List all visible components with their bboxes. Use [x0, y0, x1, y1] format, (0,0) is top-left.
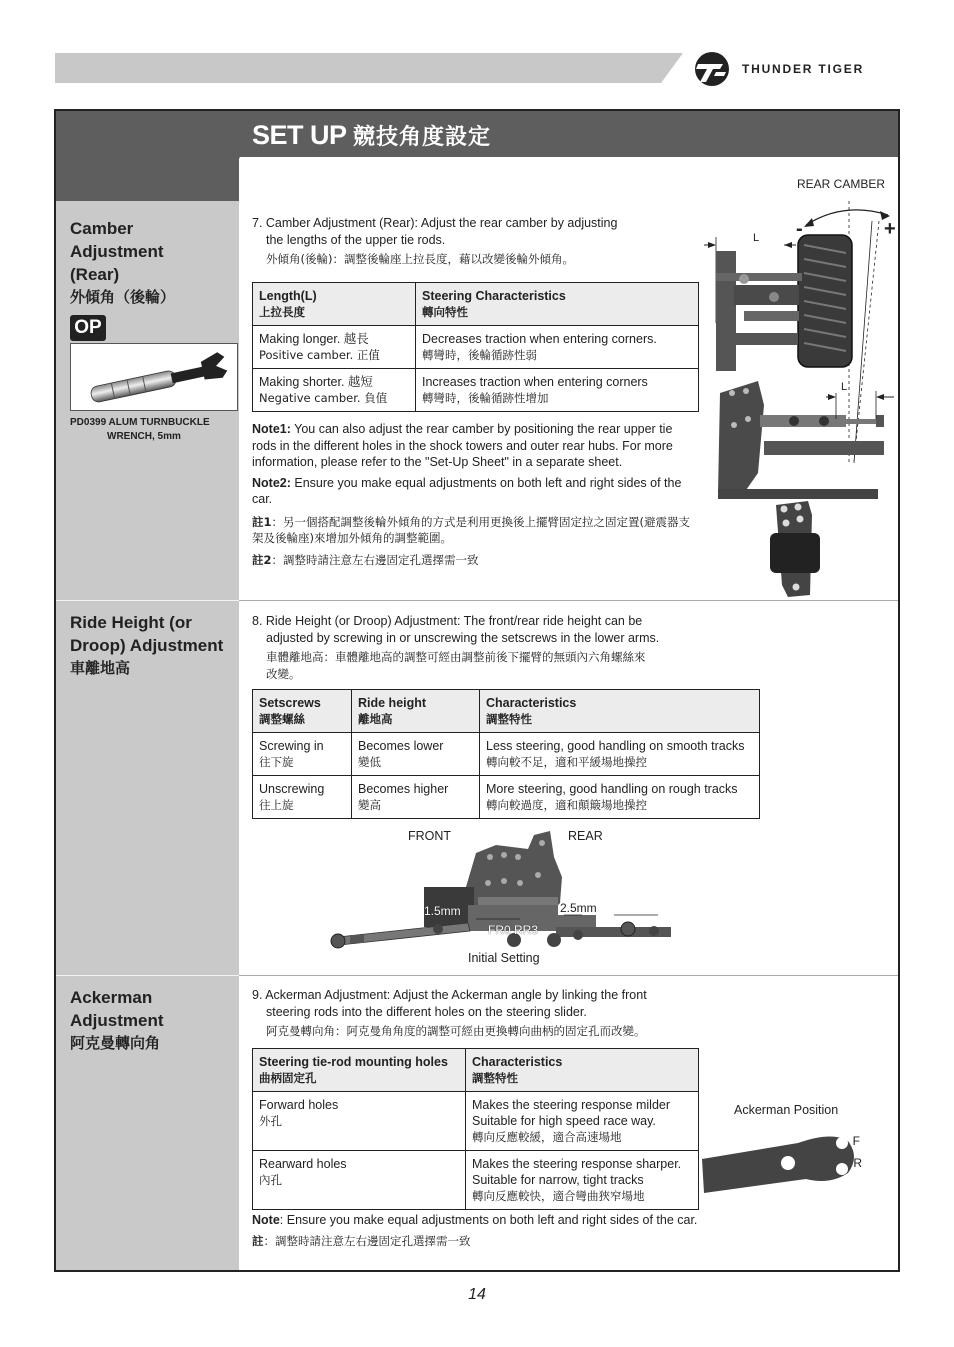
ride-heading-line: Ride Height (or	[70, 613, 192, 632]
ackerman-heading-zh: 阿克曼轉向角	[70, 1034, 161, 1052]
front-label: FRONT	[408, 829, 452, 843]
table-header: Characteristics 調整特性	[480, 690, 760, 733]
page-title	[252, 120, 491, 151]
table-row: Making shorter. 越短 Negative camber. 負值 Increases traction when entering corners 轉彎時，後輪循跡性增加	[253, 369, 699, 412]
header-band	[55, 53, 683, 83]
ackerman-slider-diagram	[702, 1123, 862, 1199]
step-text-zh: 外傾角(後輪)：調整後輪座上拉長度，藉以改變後輪外傾角。	[266, 252, 574, 266]
note2: Note2: Ensure you make equal adjustments on both left and right sides of the car.	[252, 475, 682, 506]
svg-text:+: +	[884, 218, 896, 240]
ride-height-table	[252, 689, 760, 819]
step-text: adjusted by screwing in or unscrewing the setscrews in the lower arms.	[266, 630, 660, 645]
svg-text:-: -	[796, 218, 803, 240]
step-text: steering rods into the different holes on the steering slider.	[266, 1004, 587, 1019]
turnbuckle-wrench-image	[70, 343, 238, 411]
brand-logo	[690, 50, 864, 88]
camber-notes	[252, 421, 700, 568]
table-header: Length(L) 上拉長度	[253, 283, 416, 326]
camber-step	[252, 215, 702, 268]
ride-height-heading	[70, 611, 223, 680]
step-text: the lengths of the upper tie rods.	[266, 232, 446, 247]
setscrew-codes-label: FR0 RR3	[488, 923, 539, 937]
page-number: 14	[468, 1286, 486, 1303]
step-text: 9. Ackerman Adjustment: Adjust the Ackerman angle by linking the front	[252, 988, 647, 1002]
thunder-tiger-logo-icon	[690, 51, 734, 87]
tool-caption-line: PD0399 ALUM TURNBUCKLE	[70, 417, 210, 428]
ackerman-notes	[252, 1212, 852, 1249]
note1: Note1: You can also adjust the rear camber by positioning the rear upper tie rods in the different holes in the shock towers and outer rear hubs. For more information, please refer to the "Set-Up Sheet" in a separate sheet.	[252, 422, 673, 469]
table-header: Steering tie-rod mounting holes 曲柄固定孔	[253, 1049, 466, 1092]
ride-step	[252, 613, 732, 682]
initial-setting-caption: Initial Setting	[468, 951, 540, 965]
setup-page-frame	[54, 109, 900, 1272]
camber-heading-line: (Rear)	[70, 265, 120, 284]
camber-l-mid-label: L	[841, 381, 848, 393]
rear-camber-diagram	[704, 193, 900, 603]
note2-zh: 註2：調整時請注意左右邊固定孔選擇需一致	[252, 552, 479, 567]
title-zh: 競技角度設定	[353, 125, 492, 150]
sidebar-divider	[56, 975, 239, 976]
rearward-hole-label: R	[853, 1156, 862, 1170]
table-header: Characteristics 調整特性	[466, 1049, 699, 1092]
section-divider	[239, 975, 900, 976]
table-row: Forward holes 外孔 Makes the steering response milder Suitable for high speed race way. 轉向反應較緩，適合高速場地	[253, 1092, 699, 1151]
ackerman-table	[252, 1048, 699, 1210]
camber-heading	[70, 217, 175, 309]
table-row: Rearward holes 內孔 Makes the steering response sharper. Suitable for narrow, tight tracks 轉向反應較快，適合彎曲狹窄場地	[253, 1151, 699, 1210]
ackerman-heading-line: Adjustment	[70, 1011, 164, 1030]
wrench-icon	[71, 344, 237, 410]
camber-l-top-label: L	[753, 232, 760, 244]
forward-hole-label: F	[852, 1134, 860, 1148]
op-badge: OP	[70, 315, 106, 341]
title-en: SET UP	[252, 120, 347, 150]
table-header: Steering Characteristics 轉向特性	[416, 283, 699, 326]
rear-label: REAR	[568, 829, 603, 843]
ride-heading-zh: 車離地高	[70, 659, 131, 677]
step-text-zh: 車體離地高：車體離地高的調整可經由調整前後下擺臂的無頭內六角螺絲來	[266, 650, 646, 664]
rear-camber-label: REAR CAMBER	[797, 177, 886, 191]
ackerman-step	[252, 987, 722, 1040]
ackerman-heading-line: Ackerman	[70, 988, 153, 1007]
camber-table	[252, 282, 699, 412]
step-text-zh: 阿克曼轉向角：阿克曼角角度的調整可經由更換轉向曲柄的固定孔而改變。	[266, 1024, 646, 1038]
sidebar-top-block	[56, 111, 239, 201]
table-header: Ride height 離地高	[352, 690, 480, 733]
step-text: 8. Ride Height (or Droop) Adjustment: The front/rear ride height can be	[252, 614, 643, 628]
step-text-zh: 改變。	[266, 666, 301, 681]
table-row: Unscrewing 往上旋 Becomes higher 變高 More steering, good handling on rough tracks 轉向較過度，適和顛簸場地操控	[253, 776, 760, 819]
brand-name: THUNDER TIGER	[742, 62, 865, 76]
section-divider	[239, 600, 900, 601]
ackerman-note-zh: 註：調整時請注意左右邊固定孔選擇需一致	[252, 1233, 471, 1248]
table-row: Making longer. 越長 Positive camber. 正值 Decreases traction when entering corners. 轉彎時，後輪循跡性弱	[253, 326, 699, 369]
tool-caption	[70, 416, 238, 444]
right-mm-label: 2.5mm	[560, 901, 597, 915]
table-header: Setscrews 調整螺絲	[253, 690, 352, 733]
camber-heading-zh: 外傾角（後輪）	[70, 288, 176, 306]
ackerman-position-label: Ackerman Position	[734, 1103, 839, 1117]
tool-caption-line: WRENCH, 5mm	[107, 431, 181, 442]
camber-heading-line: Adjustment	[70, 242, 164, 261]
table-row: Screwing in 往下旋 Becomes lower 變低 Less steering, good handling on smooth tracks 轉向較不足，適和平緩場地操控	[253, 733, 760, 776]
sidebar-divider	[56, 600, 239, 601]
left-mm-label: 1.5mm	[424, 904, 461, 918]
note1-zh: 註1：另一個搭配調整後輪外傾角的方式是利用更換後上擺臂固定拉之固定置(避震器支架及後輪座)來增加外傾角的調整範圍。	[252, 514, 690, 545]
ride-heading-line: Droop) Adjustment	[70, 636, 224, 655]
step-text: 7. Camber Adjustment (Rear): Adjust the rear camber by adjusting	[252, 216, 618, 230]
ackerman-heading	[70, 986, 164, 1055]
ackerman-note: Note: Ensure you make equal adjustments on both left and right sides of the car.	[252, 1213, 698, 1227]
camber-heading-line: Camber	[70, 219, 134, 238]
